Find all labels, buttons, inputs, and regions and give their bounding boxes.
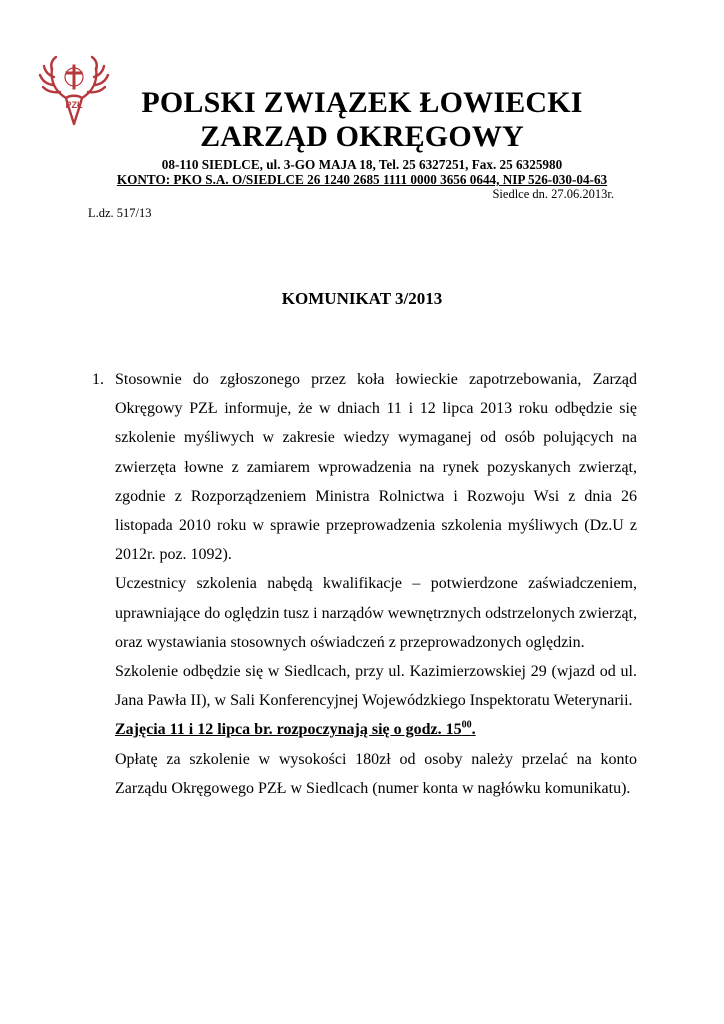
start-time-text: Zajęcia 11 i 12 lipca br. rozpoczynają się o godz. 15 — [115, 721, 462, 739]
reference-number: L.dz. 517/13 — [88, 206, 152, 220]
paragraph-location: Szkolenie odbędzie się w Siedlcach, przy ul. Kazimierzowskiej 29 (wjazd od ul. Jana Pawła II), w Sali Konferencyjnej Wojewódzkiego Inspektoratu Weterynarii. — [115, 663, 637, 710]
paragraph-announcement: Stosownie do zgłoszonego przez koła łowieckie zapotrzebowania, Zarząd Okręgowy PZŁ informuje, że w dniach 11 i 12 lipca 2013 roku odbędzie się szkolenie myśliwych w zakresie wiedzy wymaganej od osób polujących na zwierzęta łowne z zamiarem wprowadzenia na rynek pozyskanych zwierząt, zgodnie z Rozporządzeniem Ministra Rolnictwa i Rozwoju Wsi z dnia 26 listopada 2010 roku w sprawie przeprowadzenia szkolenia myśliwych (Dz.U z 2012r. poz. 1092). — [115, 371, 637, 564]
logo-lettering: PZŁ — [65, 100, 83, 110]
paragraph-start-time — [115, 715, 637, 744]
document-body — [115, 365, 637, 803]
org-account-line — [0, 172, 724, 188]
start-time-period: . — [471, 721, 476, 739]
paragraph-qualifications: Uczestnicy szkolenia nabędą kwalifikacje – potwierdzone zaświadczeniem, uprawniające do oględzin tusz i narządów wewnętrznych odstrzelonych zwierząt, oraz wystawiania stosownych oświadczeń z przeprowadzonych oględzin. — [115, 575, 637, 651]
list-item-number: 1. — [92, 371, 104, 388]
document-date: Siedlce dn. 27.06.2013r. — [492, 187, 614, 201]
org-account-text: KONTO: PKO S.A. O/SIEDLCE 26 1240 2685 1111 0000 3656 0644, NIP 526-030-04-63 — [116, 172, 608, 187]
start-time-highlight — [115, 721, 476, 738]
start-time-minutes: 00 — [461, 720, 472, 732]
org-address: 08-110 SIEDLCE, ul. 3-GO MAJA 18, Tel. 25 6327251, Fax. 25 6325980 — [161, 157, 563, 172]
org-title-line2: ZARZĄD OKRĘGOWY — [200, 120, 524, 153]
paragraph-payment: Opłatę za szkolenie w wysokości 180zł od osoby należy przelać na konto Zarządu Okręgowego PZŁ w Siedlcach (numer konta w nagłówku komunikatu). — [115, 750, 637, 797]
document-title: KOMUNIKAT 3/2013 — [281, 289, 443, 308]
org-title-line1: POLSKI ZWIĄZEK ŁOWIECKI — [141, 86, 583, 119]
